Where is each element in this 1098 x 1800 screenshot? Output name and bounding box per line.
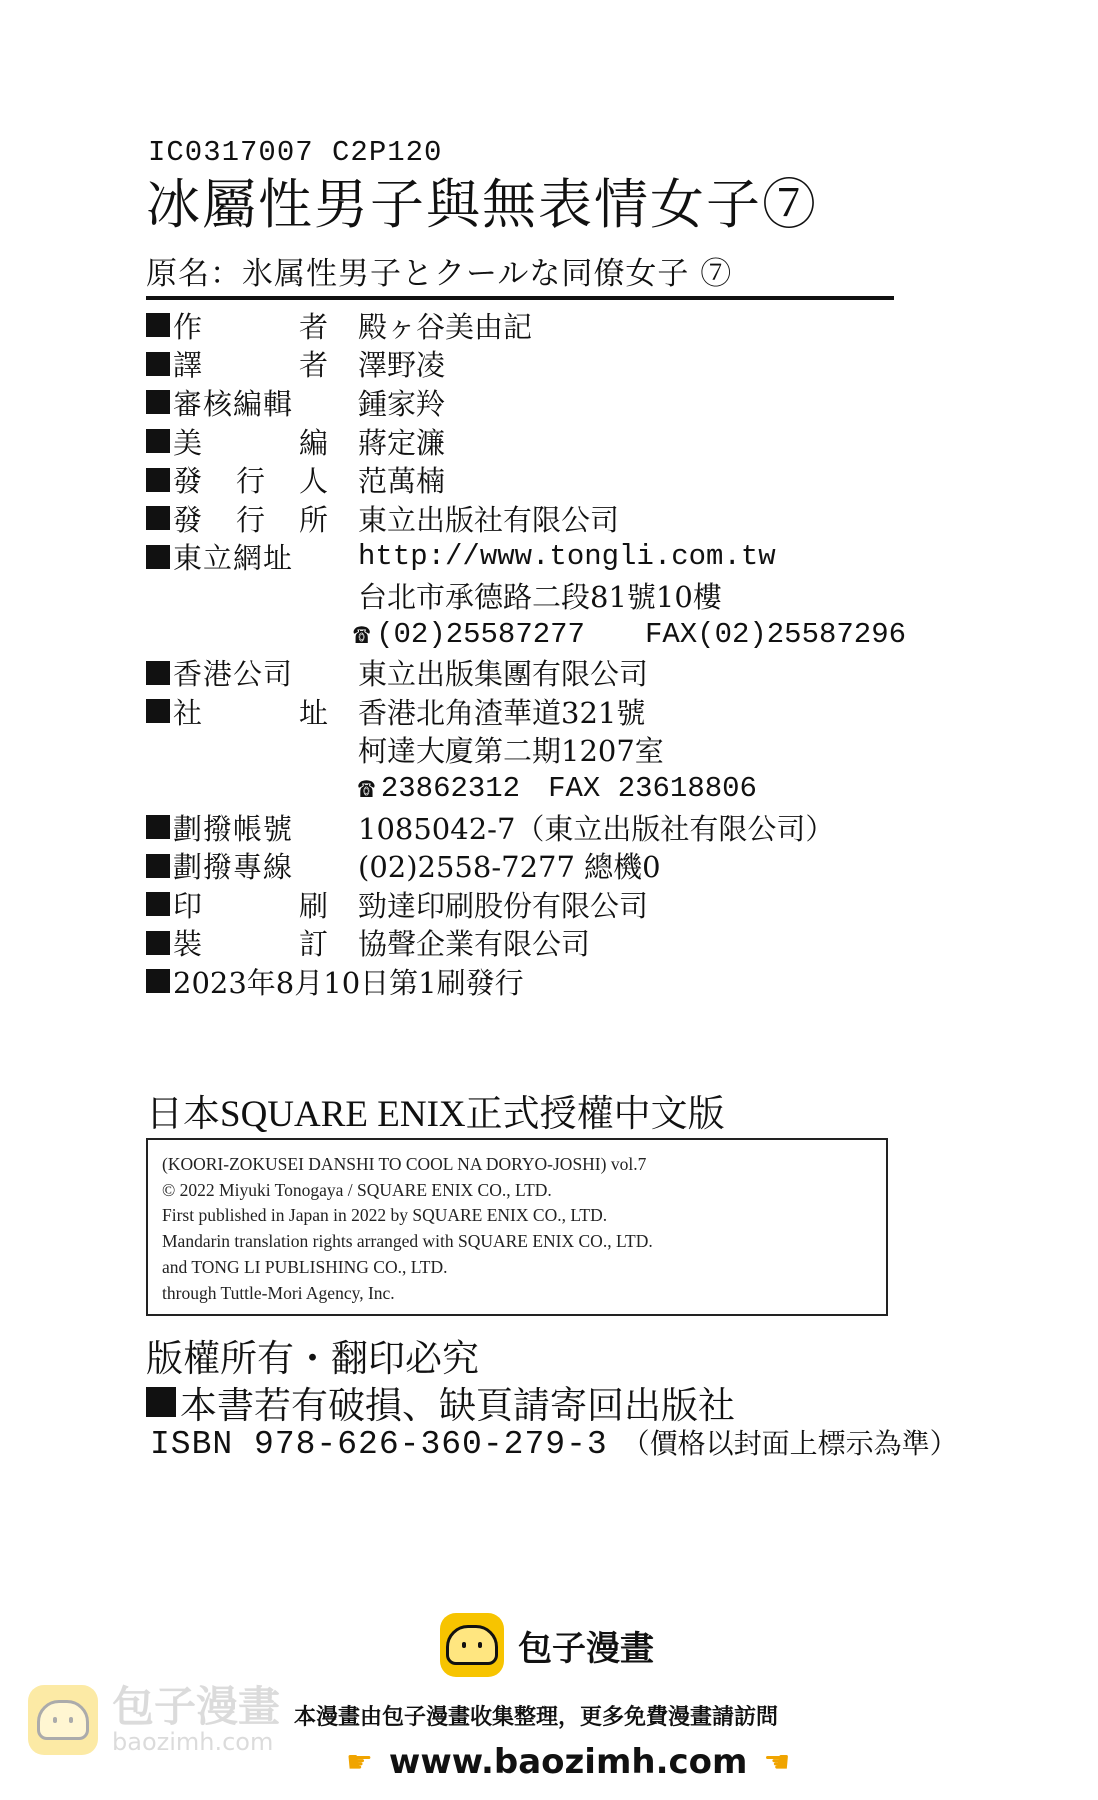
credit-label: 裝 訂 bbox=[173, 927, 328, 962]
phone-number: 23862312 bbox=[380, 771, 521, 805]
credit-hk-company bbox=[146, 653, 906, 692]
credit-value: 台北市承德路二段81號10樓 bbox=[358, 579, 722, 614]
isbn-number: ISBN 978-626-360-279-3 bbox=[150, 1426, 608, 1463]
original-title: 原名：氷属性男子とクールな同僚女子 ⑦ bbox=[146, 256, 733, 292]
fax-number: FAX(02)25587296 bbox=[644, 617, 906, 651]
pointing-hand-right-icon: ☛ bbox=[346, 1744, 373, 1780]
bun-logo-icon bbox=[28, 1685, 98, 1755]
credit-label: 印 刷 bbox=[173, 888, 328, 923]
credit-value: 勁達印刷股份有限公司 bbox=[358, 888, 649, 923]
license-heading: 日本SQUARE ENIX正式授權中文版 bbox=[146, 1094, 725, 1135]
credit-value: 協聲企業有限公司 bbox=[358, 927, 591, 962]
credit-phone-taipei bbox=[146, 615, 906, 654]
credit-value: 東立出版社有限公司 bbox=[358, 502, 620, 537]
credit-label: 發 行 人 bbox=[173, 464, 328, 499]
credit-translator bbox=[146, 345, 906, 384]
telephone-icon: ☎ bbox=[358, 774, 375, 806]
square-bullet-icon bbox=[146, 468, 170, 492]
copyright-line: (KOORI-ZOKUSEI DANSHI TO COOL NA DORYO-JOSHI) vol.7 bbox=[162, 1154, 647, 1174]
damage-notice bbox=[146, 1375, 735, 1429]
notice-text: 本書若有破損、缺頁請寄回出版社 bbox=[180, 1384, 735, 1427]
copyright-line: First published in Japan in 2022 by SQUARE ENIX CO., LTD. bbox=[162, 1205, 608, 1226]
credit-publisher-person bbox=[146, 460, 906, 499]
credit-label: 譯 者 bbox=[173, 348, 328, 383]
watermark-domain: baozimh.com bbox=[112, 1728, 274, 1756]
credit-label: 東立網址 bbox=[173, 541, 294, 576]
credit-phone-hk bbox=[146, 769, 906, 808]
square-bullet-icon bbox=[146, 313, 170, 337]
copyright-line: and TONG LI PUBLISHING CO., LTD. bbox=[162, 1256, 448, 1277]
square-bullet-icon bbox=[146, 969, 170, 993]
credit-value: 蔣定濂 bbox=[358, 425, 446, 460]
credit-value: (02)2558-7277 總機0 bbox=[358, 850, 661, 885]
credit-publisher bbox=[146, 499, 906, 538]
credit-designer bbox=[146, 422, 906, 461]
credit-value: 柯達大廈第二期1207室 bbox=[358, 734, 664, 769]
isbn-row bbox=[150, 1422, 958, 1463]
credit-label: 劃撥專線 bbox=[173, 850, 294, 885]
watermark-brand: 包子漫畫 bbox=[112, 1682, 281, 1731]
copyright-line: © 2022 Miyuki Tonogaya / SQUARE ENIX CO., LTD. bbox=[162, 1179, 552, 1200]
square-bullet-icon bbox=[146, 390, 170, 414]
credit-value: 鍾家羚 bbox=[358, 386, 446, 421]
credit-address-taipei bbox=[146, 576, 906, 615]
website-url[interactable]: http://www.tongli.com.tw bbox=[358, 540, 776, 574]
rights-reserved: 版權所有・翻印必究 bbox=[146, 1337, 479, 1380]
release-date: 2023年8月10日第1刷發行 bbox=[173, 965, 524, 1000]
footer-url[interactable]: www.baozimh.com bbox=[388, 1742, 748, 1782]
telephone-icon: ☎ bbox=[353, 620, 371, 652]
copyright-box bbox=[146, 1138, 888, 1316]
square-bullet-icon bbox=[146, 545, 170, 569]
credit-value: 范萬楠 bbox=[358, 464, 446, 499]
pointing-hand-left-icon: ☚ bbox=[763, 1744, 791, 1780]
credit-value: 殿ヶ谷美由記 bbox=[358, 309, 533, 344]
credit-label: 劃撥帳號 bbox=[173, 811, 294, 846]
credit-author bbox=[146, 306, 906, 345]
credit-label: 社 址 bbox=[173, 695, 328, 730]
phone-number: (02)25587277 bbox=[376, 617, 585, 651]
release-date-row bbox=[146, 962, 906, 1000]
baozi-logo[interactable] bbox=[440, 1613, 654, 1677]
credit-label: 香港公司 bbox=[173, 657, 294, 692]
credit-account bbox=[146, 808, 906, 847]
credit-label: 審核編輯 bbox=[173, 386, 294, 421]
credit-value: 東立出版集團有限公司 bbox=[358, 657, 649, 692]
product-code: IC0317007 C2P120 bbox=[148, 136, 443, 169]
square-bullet-icon bbox=[146, 854, 170, 878]
credit-label: 發 行 所 bbox=[173, 502, 328, 537]
faded-watermark bbox=[28, 1682, 281, 1756]
copyright-line: Mandarin translation rights arranged with SQUARE ENIX CO., LTD. bbox=[162, 1231, 653, 1252]
copyright-line: through Tuttle-Mori Agency, Inc. bbox=[162, 1282, 395, 1303]
credit-printing bbox=[146, 885, 906, 924]
square-bullet-icon bbox=[146, 892, 170, 916]
square-bullet-icon bbox=[146, 506, 170, 530]
square-bullet-icon bbox=[146, 815, 170, 839]
credit-hotline bbox=[146, 846, 906, 885]
footer-url-row bbox=[346, 1742, 790, 1782]
credit-label: 作 者 bbox=[173, 309, 328, 344]
credit-label: 美 編 bbox=[173, 425, 328, 460]
square-bullet-icon bbox=[146, 1387, 176, 1417]
credit-value: 香港北角渣華道321號 bbox=[358, 695, 646, 730]
square-bullet-icon bbox=[146, 661, 170, 685]
credit-value: 1085042-7（東立出版社有限公司） bbox=[358, 811, 835, 846]
book-title: 冰屬性男子與無表情女子⑦ bbox=[146, 173, 818, 236]
footer-message: 本漫畫由包子漫畫收集整理，更多免費漫畫請訪問 bbox=[294, 1705, 779, 1730]
credits-list bbox=[146, 306, 906, 1000]
square-bullet-icon bbox=[146, 699, 170, 723]
credit-binding bbox=[146, 924, 906, 963]
title-divider bbox=[146, 296, 894, 300]
credit-editor bbox=[146, 383, 906, 422]
credit-value: 澤野凌 bbox=[358, 348, 446, 383]
credit-hk-address bbox=[146, 692, 906, 731]
price-note: （價格以封面上標示為準） bbox=[621, 1427, 958, 1460]
bun-logo-icon bbox=[440, 1613, 504, 1677]
square-bullet-icon bbox=[146, 931, 170, 955]
square-bullet-icon bbox=[146, 429, 170, 453]
credit-website bbox=[146, 538, 906, 577]
brand-name: 包子漫畫 bbox=[518, 1628, 654, 1669]
square-bullet-icon bbox=[146, 352, 170, 376]
credit-hk-address-2 bbox=[146, 731, 906, 770]
fax-number: FAX 23618806 bbox=[548, 771, 757, 805]
